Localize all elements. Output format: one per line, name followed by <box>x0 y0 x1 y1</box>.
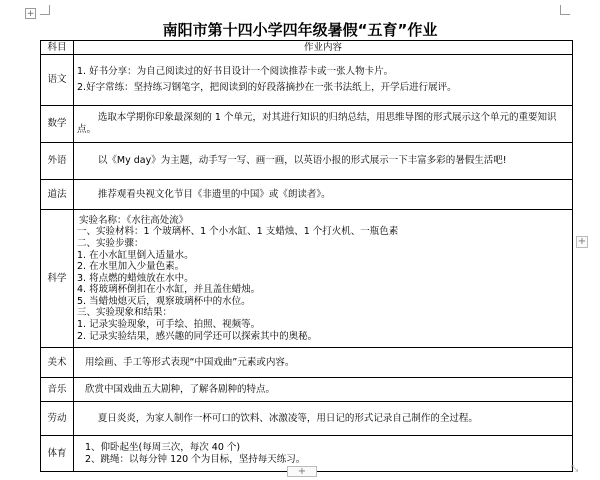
content-line: 5. 当蜡烛熄灭后，观察玻璃杯中的水位。 <box>77 295 251 307</box>
table-resize-handle-icon[interactable]: ⤡ <box>571 464 579 474</box>
subject-cell: 美术 <box>41 348 74 378</box>
table-header-row <box>41 41 573 55</box>
content-line: 欣赏中国戏曲五大剧种，了解各剧种的特点。 <box>85 383 276 395</box>
table-row-english <box>41 143 573 180</box>
content-cell <box>74 402 573 436</box>
table-row-music <box>41 378 573 402</box>
add-row-icon[interactable]: + <box>287 466 317 477</box>
content-line: 三、实验现象和结果： <box>77 307 173 319</box>
content-line: 2. 在水里加入少量色素。 <box>77 261 185 273</box>
table-row-art <box>41 348 573 378</box>
content-cell <box>74 180 573 210</box>
subject-cell: 音乐 <box>41 378 74 402</box>
content-cell <box>74 55 573 106</box>
header-subject: 科目 <box>41 41 74 55</box>
content-cell <box>74 348 573 378</box>
content-line: 2、跳绳：以每分钟 120 个为目标，坚持每天练习。 <box>85 453 306 465</box>
content-cell <box>74 106 573 143</box>
header-content: 作业内容 <box>74 41 573 55</box>
add-column-icon[interactable]: + <box>577 236 587 247</box>
content-line: 3. 将点燃的蜡烛放在水中。 <box>77 272 194 284</box>
content-cell <box>74 378 573 402</box>
table-move-handle-icon[interactable]: + <box>26 9 35 19</box>
content-line: 2.好字常练：坚持练习钢笔字，把阅读到的好段落摘抄在一张书法纸上，开学后进行展评。 <box>77 82 457 93</box>
table-row-science <box>41 210 573 348</box>
table-row-morality <box>41 180 573 210</box>
subject-cell: 语文 <box>41 55 74 106</box>
content-line: 用绘画、手工等形式表现“中国戏曲”元素或内容。 <box>85 356 295 368</box>
content-cell <box>74 143 573 180</box>
subject-cell: 劳动 <box>41 402 74 436</box>
content-line: 1、仰卧起坐(每周三次，每次 40 个) <box>85 441 241 453</box>
content-cell <box>74 210 573 348</box>
table-row-labor <box>41 402 573 436</box>
subject-cell: 外语 <box>41 143 74 180</box>
subject-cell: 数学 <box>41 106 74 143</box>
table-row-math <box>41 106 573 143</box>
corner-crop-mark <box>560 5 570 15</box>
subject-cell: 科学 <box>41 210 74 348</box>
content-line: 1. 在小水缸里倒入适量水。 <box>77 249 194 261</box>
content-line: 实验名称：《水往高处流》 <box>79 214 189 226</box>
corner-crop-mark <box>40 5 50 15</box>
content-line: 1. 好书分享：为自己阅读过的好书目设计一个阅读推荐卡或一张人物卡片。 <box>77 66 394 77</box>
table-row-chinese <box>41 55 573 106</box>
content-line: 一、实验材料：1 个玻璃杯、1 个小水缸、1 支蜡烛、1 个打火机、一瓶色素 <box>77 226 399 238</box>
document-title: 南阳市第十四小学四年级暑假“五育”作业 <box>162 21 438 39</box>
homework-table <box>40 40 573 472</box>
subject-cell: 体育 <box>41 436 74 472</box>
content-line: 推荐观看央视文化节目《非遗里的中国》或《朗读者》。 <box>97 188 331 200</box>
content-line: 2. 记录实验结果，感兴趣的同学还可以探索其中的奥秘。 <box>77 330 318 342</box>
subject-cell: 道法 <box>41 180 74 210</box>
content-line: 1. 记录实验现象，可手绘、拍照、视频等。 <box>77 319 261 331</box>
content-line: 4. 将玻璃杯倒扣在小水缸，并且盖住蜡烛。 <box>77 284 261 296</box>
content-cell <box>74 436 573 472</box>
content-line: 选取本学期你印象最深刻的 1 个单元，对其进行知识的归纳总结，用思维导图的形式展示这个单元的重要知识点。 <box>77 112 557 135</box>
content-line: 二、实验步骤： <box>77 237 144 249</box>
content-line: 夏日炎炎，为家人制作一杯可口的饮料、冰激凌等，用日记的形式记录自己制作的全过程。 <box>97 412 478 424</box>
content-line: 以《My day》为主题，动手写一写、画一画，以英语小报的形式展示一下丰富多彩的暑假生活吧! <box>97 155 507 166</box>
